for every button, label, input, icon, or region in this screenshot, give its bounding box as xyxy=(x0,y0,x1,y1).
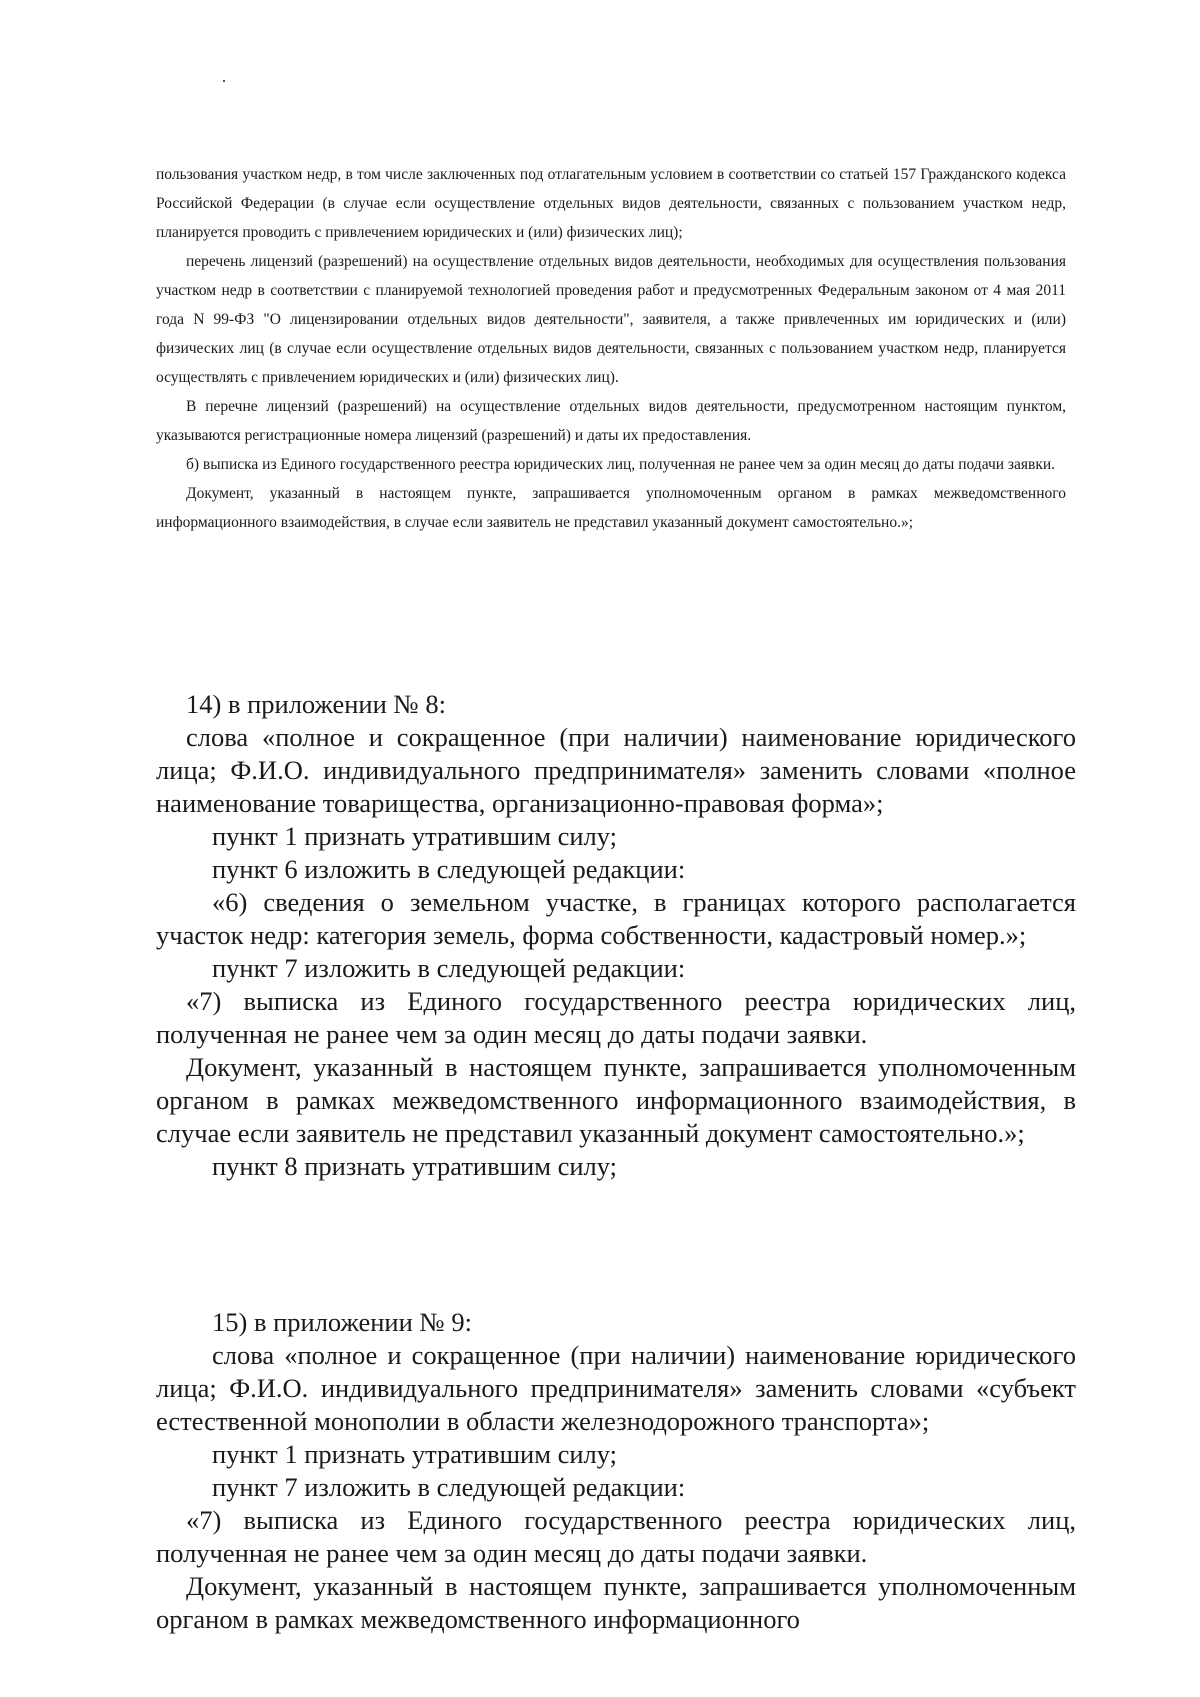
scan-artifact xyxy=(223,80,225,82)
paragraph: пункт 8 признать утратившим силу; xyxy=(212,1151,618,1181)
paragraph: Документ, указанный в настоящем пункте, запрашивается уполномоченным органом в рамках межведомственного информационного взаимодействия, в случае если заявитель не представил указанный документ самостоятельно.»; xyxy=(156,485,1066,531)
paragraph: пользования участком недр, в том числе заключенных под отлагательным условием в соответствии со статьей 157 Гражданского кодекса Российской Федерации (в случае если осуществление отдельных видов деятельности, связанных с пользованием участком недр, планируется проводить с привлечением юридических и (или) физических лиц); xyxy=(156,166,1066,241)
small-text-block xyxy=(156,160,1066,537)
paragraph: Документ, указанный в настоящем пункте, запрашивается уполномоченным органом в рамках межведомственного информационного взаимодействия, в случае если заявитель не представил указанный документ самостоятельно.»; xyxy=(156,1052,1076,1148)
paragraph: «6) сведения о земельном участке, в границах которого располагается участок недр: категория земель, форма собственности, кадастровый номер.»; xyxy=(156,887,1076,950)
section-15 xyxy=(156,1306,1076,1636)
paragraph: слова «полное и сокращенное (при наличии) наименование юридического лица; Ф.И.О. индивидуального предпринимателя» заменить словами «полное наименование товарищества, организационно-правовая форма»; xyxy=(156,722,1076,818)
paragraph: пункт 1 признать утратившим силу; xyxy=(212,1439,618,1469)
paragraph: перечень лицензий (разрешений) на осуществление отдельных видов деятельности, необходимых для осуществления пользования участком недр в соответствии с планируемой технологией проведения работ и предусмотренных Федеральным законом от 4 мая 2011 года N 99-ФЗ "О лицензировании отдельных видов деятельности", заявителя, а также привлеченных им юридических и (или) физических лиц (в случае если осуществление отдельных видов деятельности, связанных с пользованием участком недр, планируется осуществлять с привлечением юридических и (или) физических лиц). xyxy=(156,253,1066,386)
paragraph: б) выписка из Единого государственного реестра юридических лиц, полученная не ранее чем за один месяц до даты подачи заявки. xyxy=(186,456,1056,473)
paragraph: пункт 7 изложить в следующей редакции: xyxy=(212,1472,686,1502)
paragraph: Документ, указанный в настоящем пункте, запрашивается уполномоченным органом в рамках межведомственного информационного xyxy=(156,1571,1076,1634)
paragraph: слова «полное и сокращенное (при наличии) наименование юридического лица; Ф.И.О. индивидуального предпринимателя» заменить словами «субъект естественной монополии в области железнодорожного транспорта»; xyxy=(156,1340,1076,1436)
paragraph: «7) выписка из Единого государственного реестра юридических лиц, полученная не ранее чем за один месяц до даты подачи заявки. xyxy=(156,986,1076,1049)
paragraph: В перечне лицензий (разрешений) на осуществление отдельных видов деятельности, предусмотренном настоящим пунктом, указываются регистрационные номера лицензий (разрешений) и даты их предоставления. xyxy=(156,398,1066,444)
paragraph: пункт 6 изложить в следующей редакции: xyxy=(212,854,686,884)
paragraph: пункт 1 признать утратившим силу; xyxy=(212,821,618,851)
paragraph: пункт 7 изложить в следующей редакции: xyxy=(212,953,686,983)
section-heading: 14) в приложении № 8: xyxy=(186,689,446,719)
section-14 xyxy=(156,688,1076,1183)
section-heading: 15) в приложении № 9: xyxy=(212,1307,472,1337)
paragraph: «7) выписка из Единого государственного реестра юридических лиц, полученная не ранее чем за один месяц до даты подачи заявки. xyxy=(156,1505,1076,1568)
